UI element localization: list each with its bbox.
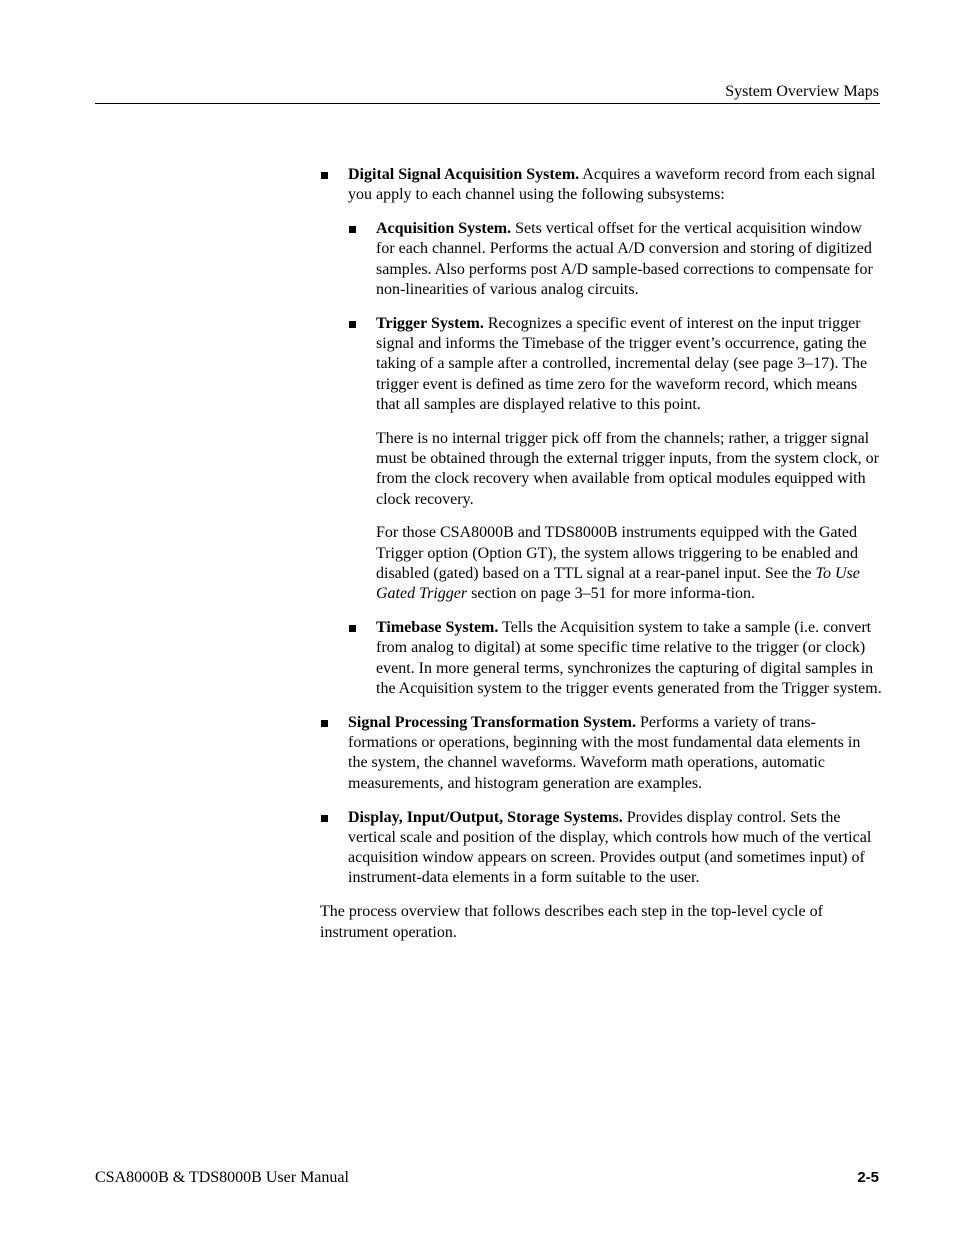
footer-manual-title: CSA8000B & TDS8000B User Manual [95,1169,349,1186]
closing-paragraph: The process overview that follows describes each step in the top-level cycle of instrument operation. [320,903,823,941]
item-text: Tells the Acquisition system to take a sample (i.e. convert from analog to digital) at some specific time relative to the trigger (or clock) event. In more general terms, synchronizes the capturing of digital samples in the Acquisition system to the trigger events generated from the Trigger system. [376,619,882,698]
list-item-digital-signal-acquisition [320,165,882,699]
para-text: For those CSA8000B and TDS8000B instruments equipped with the Gated Trigger option (Option GT), the system allows triggering to be enabled and disabled (gated) based on a TTL signal at a rear-panel input. See the [376,524,858,583]
square-bullet-icon [321,172,328,179]
cross-reference: To Use Gated Trigger [376,565,860,603]
trigger-pickoff-paragraph: There is no internal trigger pick off from the channels; rather, a trigger signal must be obtained through the external trigger inputs, from the system clock, or from the clock recovery when available from optical modules equipped with clock recovery. [376,429,879,508]
item-title: Digital Signal Acquisition System. [348,166,580,183]
sublist-item-timebase-system [348,618,882,699]
square-bullet-icon [321,815,328,822]
square-bullet-icon [349,226,356,233]
sublist-item-acquisition-system [348,219,882,300]
page-number: 2-5 [857,1169,879,1186]
sublist [348,219,882,699]
item-title: Trigger System. [376,314,484,332]
item-title: Signal Processing Transformation System. [348,713,637,731]
item-title: Acquisition System. [376,220,512,238]
page-body [320,165,882,943]
item-title: Display, Input/Output, Storage Systems. [348,808,623,826]
item-title: Timebase System. [376,619,499,637]
list-item-display-io-storage [320,808,882,889]
header-rule [95,103,880,104]
para-text: section on page 3–51 for more informa-tion. [467,585,756,603]
item-text: Provides display control. Sets the vertical scale and position of the display, which controls how much of the vertical acquisition window appears on screen. Provides output (and sometimes input) of instrument-data elements in a form suitable to the user. [348,808,872,887]
item-text: Performs a variety of trans-formations or operations, beginning with the most fundamental data elements in the system, the channel waveforms. Waveform math operations, automatic measurements, and histogram generation are examples. [348,713,861,792]
item-text: Recognizes a specific event of interest on the input trigger signal and informs the Timebase of the trigger event’s occurrence, gating the taking of a sample after a controlled, incremental delay (see page 3–17). The trigger event is defined as time zero for the waveform record, which means that all samples are displayed relative to this point. [376,314,868,413]
square-bullet-icon [349,321,356,328]
sublist-item-trigger-system [348,314,882,415]
square-bullet-icon [349,625,356,632]
list-item-signal-processing [320,713,882,794]
item-text: Sets vertical offset for the vertical acquisition window for each channel. Performs the actual A/D conversion and storing of digitized samples. Also performs post A/D sample-based corrections to compensate for non-linearities of various analog circuits. [376,220,873,298]
item-text: Acquires a waveform record from each signal you apply to each channel using the following subsystems: [348,166,876,204]
square-bullet-icon [321,720,328,727]
gated-trigger-paragraph [376,523,882,604]
running-head: System Overview Maps [725,83,879,100]
